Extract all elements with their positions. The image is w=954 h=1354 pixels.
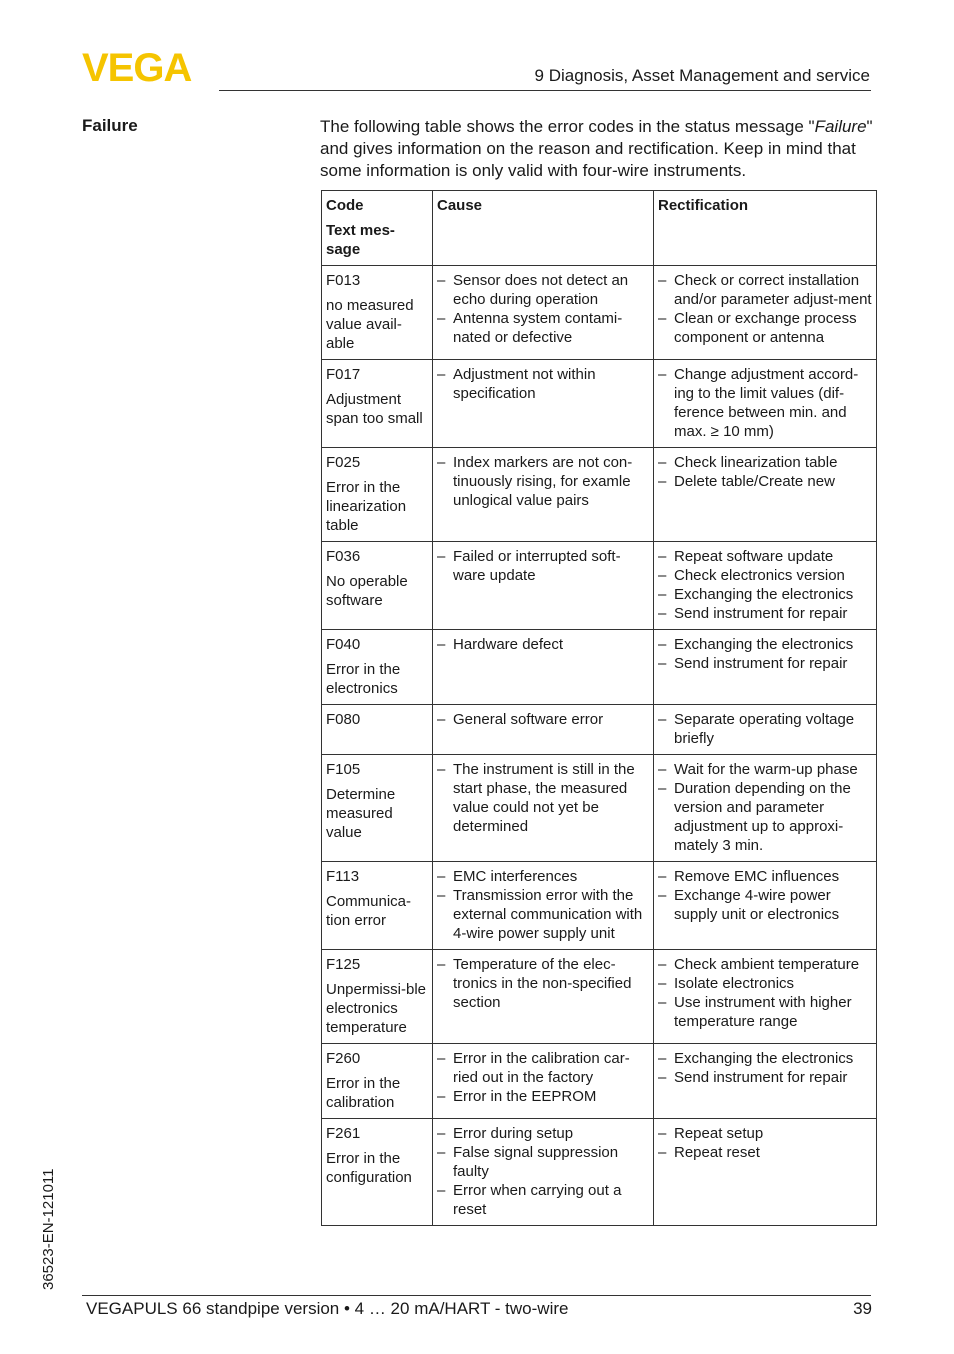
rectification-item: – Delete table/Create new [658, 472, 872, 491]
cause-list [437, 635, 649, 654]
rectification-item: – Check linearization table [658, 453, 872, 472]
header-code-label: Code [326, 197, 364, 214]
cause-item: – Hardware defect [437, 635, 649, 654]
cause-item: – Failed or interrupted soft-ware update [437, 547, 649, 585]
cause-item: – Sensor does not detect an echo during operation [437, 271, 649, 309]
error-text: Error in the electronics [326, 661, 401, 697]
rectification-cell [654, 1044, 877, 1119]
cause-item: – Error in the EEPROM [437, 1087, 649, 1106]
footer-product: VEGAPULS 66 standpipe version • 4 … 20 mA/HART - two-wire [86, 1299, 569, 1318]
error-code: F105 [326, 761, 361, 778]
cause-item: – False signal suppression faulty [437, 1143, 649, 1181]
cause-list [437, 955, 649, 1012]
rectification-list [658, 453, 872, 491]
table-row [322, 950, 877, 1044]
error-text: Error in the calibration [326, 1075, 401, 1111]
rectification-item: – Exchanging the electronics [658, 585, 872, 604]
cause-item: – Antenna system contami-nated or defective [437, 309, 649, 347]
cause-item: – Error during setup [437, 1124, 649, 1143]
cause-list [437, 1049, 649, 1106]
cause-item: – Temperature of the elec-tronics in the non-specified section [437, 955, 649, 1012]
rectification-cell [654, 360, 877, 448]
rectification-item: – Wait for the warm-up phase [658, 760, 872, 779]
error-text: No operable software [326, 573, 408, 609]
code-cell [322, 755, 433, 862]
cause-cell [433, 950, 654, 1044]
cause-cell [433, 266, 654, 360]
error-text: no measured value avail-able [326, 297, 414, 352]
rectification-list [658, 1124, 872, 1162]
cause-list [437, 453, 649, 510]
rectification-list [658, 365, 872, 441]
rectification-cell [654, 950, 877, 1044]
cause-cell [433, 360, 654, 448]
rectification-cell [654, 1119, 877, 1226]
error-code: F261 [326, 1125, 361, 1142]
rectification-item: – Send instrument for repair [658, 1068, 872, 1087]
table-row [322, 1119, 877, 1226]
section-label: Failure [82, 116, 138, 135]
table-row [322, 360, 877, 448]
rectification-item: – Send instrument for repair [658, 604, 872, 623]
cause-cell [433, 448, 654, 542]
table-row [322, 755, 877, 862]
cause-item: – Transmission error with the external communication with 4-wire power supply unit [437, 886, 649, 943]
intro-italic: Failure [814, 117, 867, 136]
cause-cell [433, 542, 654, 630]
cause-item: – Adjustment not within specification [437, 365, 649, 403]
cause-item: – Error in the calibration car-ried out in the factory [437, 1049, 649, 1087]
rectification-item: – Duration depending on the version and parameter adjustment up to approxi-mately 3 min. [658, 779, 872, 855]
rectification-item: – Isolate electronics [658, 974, 872, 993]
error-text: Unpermissi-ble electronics temperature [326, 981, 427, 1036]
rectification-item: – Exchange 4-wire power supply unit or electronics [658, 886, 872, 924]
rectification-list [658, 271, 872, 347]
cause-item: – General software error [437, 710, 649, 729]
table-row [322, 1044, 877, 1119]
rectification-cell [654, 542, 877, 630]
rectification-cell [654, 862, 877, 950]
code-cell [322, 542, 433, 630]
cause-cell [433, 862, 654, 950]
rectification-list [658, 547, 872, 623]
rectification-item: – Check ambient temperature [658, 955, 872, 974]
cause-cell [433, 1119, 654, 1226]
rectification-item: – Separate operating voltage briefly [658, 710, 872, 748]
code-cell [322, 1044, 433, 1119]
rectification-list [658, 867, 872, 924]
error-code: F040 [326, 636, 361, 653]
code-cell [322, 862, 433, 950]
cause-list [437, 710, 649, 729]
cause-cell [433, 755, 654, 862]
error-code: F036 [326, 548, 361, 565]
cause-cell [433, 630, 654, 705]
error-text: Adjustment span too small [326, 391, 423, 427]
cause-item: – Error when carrying out a reset [437, 1181, 649, 1219]
rectification-item: – Check or correct installation and/or parameter adjust-ment [658, 271, 872, 309]
error-code: F013 [326, 272, 361, 289]
rectification-cell [654, 630, 877, 705]
cause-item: – Index markers are not con-tinuously rising, for examle unlogical value pairs [437, 453, 649, 510]
code-cell [322, 630, 433, 705]
header-divider [219, 90, 871, 91]
table-header-row [322, 191, 877, 266]
document-number: 36523-EN-121011 [40, 1168, 57, 1290]
footer-divider [82, 1295, 871, 1296]
page-number: 39 [853, 1299, 872, 1318]
vega-logo [82, 50, 212, 84]
rectification-list [658, 635, 872, 673]
rectification-list [658, 1049, 872, 1087]
rectification-item: – Remove EMC influences [658, 867, 872, 886]
intro-paragraph [320, 116, 876, 182]
error-text: Determine measured value [326, 786, 396, 841]
error-code: F080 [326, 711, 361, 728]
cause-item: – EMC interferences [437, 867, 649, 886]
cause-list [437, 365, 649, 403]
cause-cell [433, 1044, 654, 1119]
error-text: Error in the linearization table [326, 479, 407, 534]
rectification-cell [654, 705, 877, 755]
cause-list [437, 271, 649, 347]
error-code: F260 [326, 1050, 361, 1067]
table-body [322, 266, 877, 1226]
table-row [322, 705, 877, 755]
error-code-table [321, 190, 877, 1226]
code-cell [322, 448, 433, 542]
cause-list [437, 867, 649, 943]
rectification-item: – Repeat software update [658, 547, 872, 566]
cause-item: – The instrument is still in the start phase, the measured value could not yet be determined [437, 760, 649, 836]
cause-list [437, 760, 649, 836]
rectification-list [658, 710, 872, 748]
rectification-item: – Repeat setup [658, 1124, 872, 1143]
code-cell [322, 950, 433, 1044]
error-code: F125 [326, 956, 361, 973]
code-cell [322, 1119, 433, 1226]
table-row [322, 862, 877, 950]
table-row [322, 630, 877, 705]
code-cell [322, 360, 433, 448]
rectification-item: – Exchanging the electronics [658, 635, 872, 654]
rectification-cell [654, 755, 877, 862]
chapter-title: 9 Diagnosis, Asset Management and service [534, 66, 870, 85]
header-cause: Cause [433, 191, 654, 266]
rectification-item: – Clean or exchange process component or antenna [658, 309, 872, 347]
rectification-item: – Repeat reset [658, 1143, 872, 1162]
code-cell [322, 266, 433, 360]
error-text: Communica-tion error [326, 893, 412, 929]
code-cell [322, 705, 433, 755]
table-row [322, 542, 877, 630]
rectification-cell [654, 448, 877, 542]
cause-list [437, 547, 649, 585]
table-row [322, 448, 877, 542]
rectification-list [658, 955, 872, 1031]
rectification-item: – Send instrument for repair [658, 654, 872, 673]
intro-before: The following table shows the error codes in the status message " [320, 117, 815, 136]
rectification-item: – Use instrument with higher temperature range [658, 993, 872, 1031]
error-code: F025 [326, 454, 361, 471]
rectification-item: – Check electronics version [658, 566, 872, 585]
table-row [322, 266, 877, 360]
intro-after: " and gives information on the reason and rectification. Keep in mind that some information is only valid with four-wire instruments. [320, 117, 873, 180]
header-rectification: Rectification [654, 191, 877, 266]
rectification-item: – Exchanging the electronics [658, 1049, 872, 1068]
rectification-cell [654, 266, 877, 360]
header-code [322, 191, 433, 266]
cause-list [437, 1124, 649, 1219]
error-text: Error in the configuration [326, 1150, 412, 1186]
cause-cell [433, 705, 654, 755]
error-code: F017 [326, 366, 361, 383]
header-text-message: Text mes-sage [326, 222, 395, 258]
logo-text: VEGA [82, 50, 192, 84]
rectification-item: – Change adjustment accord-ing to the limit values (dif-ference between min. and max. ≥ 10 mm) [658, 365, 872, 441]
rectification-list [658, 760, 872, 855]
error-code: F113 [326, 868, 360, 885]
